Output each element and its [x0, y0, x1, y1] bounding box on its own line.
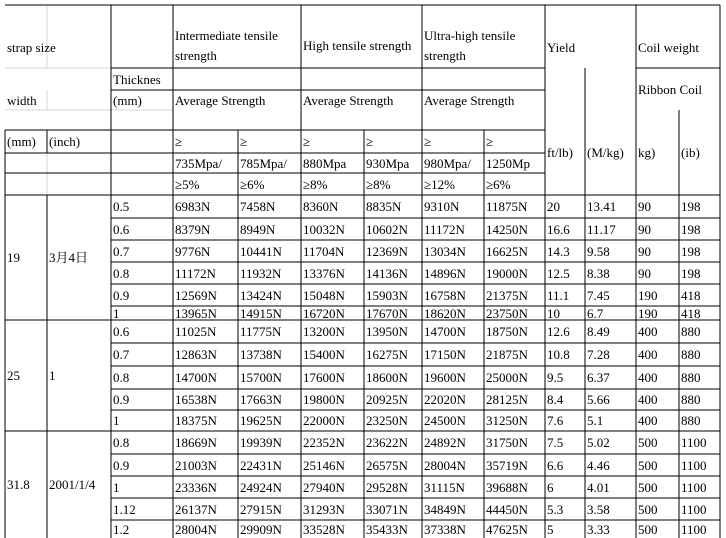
table-cell: 12863N	[175, 347, 217, 362]
coil-weight-header: Coil weight	[638, 39, 700, 55]
table-cell: 47625N	[486, 521, 528, 537]
table-cell: 0.5	[113, 199, 130, 214]
table-cell: 13200N	[303, 324, 345, 339]
table-cell: 22000N	[303, 413, 345, 428]
table-cell: 90	[638, 265, 651, 281]
table-cell: 16538N	[175, 392, 217, 407]
table-cell: 17670N	[366, 306, 408, 320]
table-cell: 35719N	[486, 457, 528, 473]
table-cell: 190	[638, 287, 658, 303]
table-cell: 26137N	[175, 501, 217, 517]
table-cell: 3.58	[587, 501, 610, 517]
table-cell: 13965N	[175, 306, 217, 320]
table-cell: 0.9	[113, 287, 130, 303]
table-cell: 4.46	[587, 457, 610, 473]
table-cell: 44450N	[486, 501, 528, 517]
table-cell: 500	[638, 479, 658, 495]
table-cell: 6	[547, 479, 554, 495]
table-cell: 12569N	[175, 287, 217, 303]
table-cell: 37338N	[424, 521, 466, 537]
table-cell: 1	[113, 413, 120, 428]
tensile-mpa-label: 980Mpa/	[424, 155, 471, 171]
elongation-label: ≥5%	[175, 176, 200, 192]
table-cell: 27915N	[240, 501, 282, 517]
table-cell: 22431N	[240, 457, 282, 473]
table-cell: 6.7	[587, 306, 604, 320]
table-cell: 26575N	[366, 457, 408, 473]
table-cell: 10	[547, 306, 560, 320]
table-cell: 13376N	[303, 265, 345, 281]
table-cell: 16275N	[366, 347, 408, 362]
table-cell: 9310N	[424, 199, 460, 214]
table-cell: 15400N	[303, 347, 345, 362]
width-mm-value: 25	[7, 368, 20, 383]
width-label: width	[7, 92, 37, 108]
width-inch-value: 2001/1/4	[49, 477, 96, 492]
table-cell: 0.6	[113, 324, 130, 339]
table-cell: 500	[638, 521, 658, 537]
table-cell: 14700N	[175, 370, 217, 385]
table-cell: 20	[547, 199, 560, 214]
table-cell: 8949N	[240, 221, 276, 237]
table-cell: 31293N	[303, 501, 345, 517]
table-cell: 22352N	[303, 435, 345, 450]
table-cell: 0.9	[113, 392, 130, 407]
table-cell: 28004N	[175, 521, 217, 537]
table-cell: 0.7	[113, 243, 130, 259]
ribbon-coil-header: Ribbon Coil	[638, 81, 702, 97]
table-cell: 1.12	[113, 501, 136, 517]
table-cell: 33071N	[366, 501, 408, 517]
table-cell: 21375N	[486, 287, 528, 303]
table-cell: 5.02	[587, 435, 610, 450]
table-cell: 10441N	[240, 243, 282, 259]
table-cell: 28125N	[486, 392, 528, 407]
table-cell: 23336N	[175, 479, 217, 495]
table-cell: 1100	[681, 501, 707, 517]
table-cell: 400	[638, 370, 658, 385]
table-cell: 20925N	[366, 392, 408, 407]
table-cell: 9.58	[587, 243, 610, 259]
table-cell: 1.2	[113, 521, 130, 537]
ge-symbol: ≥	[175, 134, 183, 149]
width-inch-label: (inch)	[49, 134, 81, 149]
table-cell: 31250N	[486, 413, 528, 428]
table-cell: 19625N	[240, 413, 282, 428]
table-cell: 880	[681, 347, 701, 362]
table-cell: 23750N	[486, 306, 528, 320]
table-cell: 500	[638, 501, 658, 517]
table-cell: 25146N	[303, 457, 345, 473]
thickness-label: Thicknes	[113, 71, 161, 87]
table-cell: 33528N	[303, 521, 345, 537]
elongation-label: ≥8%	[303, 176, 328, 192]
table-cell: 14250N	[486, 221, 528, 237]
table-cell: 11932N	[240, 265, 282, 281]
table-cell: 5.66	[587, 392, 610, 407]
table-cell: 19000N	[486, 265, 528, 281]
table-cell: 14.3	[547, 243, 570, 259]
table-cell: 29528N	[366, 479, 408, 495]
table-cell: 0.8	[113, 370, 130, 385]
table-cell: 5.1	[587, 413, 604, 428]
table-cell: 198	[681, 221, 701, 237]
table-cell: 198	[681, 243, 701, 259]
table-cell: 16758N	[424, 287, 466, 303]
table-cell: 22020N	[424, 392, 466, 407]
average-strength-label: Average Strength	[424, 92, 515, 108]
table-cell: 18600N	[366, 370, 408, 385]
table-cell: 8379N	[175, 221, 211, 237]
table-cell: 17600N	[303, 370, 345, 385]
ge-symbol: ≥	[424, 134, 432, 149]
table-cell: 9.5	[547, 370, 564, 385]
table-cell: 3.33	[587, 521, 610, 537]
elongation-label: ≥12%	[424, 176, 455, 192]
table-cell: 17663N	[240, 392, 282, 407]
intermediate-strength-header: Intermediate tensile strength	[175, 27, 278, 63]
table-cell: 11875N	[486, 199, 528, 214]
table-cell: 0.8	[113, 265, 130, 281]
table-cell: 1100	[681, 479, 707, 495]
table-cell: 400	[638, 392, 658, 407]
width-mm-label: (mm)	[7, 134, 36, 149]
elongation-label: ≥8%	[366, 176, 391, 192]
table-cell: 24924N	[240, 479, 282, 495]
table-cell: 14700N	[424, 324, 466, 339]
table-cell: 400	[638, 347, 658, 362]
table-cell: 23622N	[366, 435, 408, 450]
table-cell: 1	[113, 479, 120, 495]
elongation-label: ≥6%	[240, 176, 265, 192]
table-cell: 880	[681, 392, 701, 407]
table-cell: 17150N	[424, 347, 466, 362]
table-cell: 8.38	[587, 265, 610, 281]
weight-kg-label: kg)	[638, 145, 656, 160]
table-cell: 6.6	[547, 457, 564, 473]
width-inch-value: 3月4日	[49, 250, 89, 265]
table-cell: 880	[681, 413, 701, 428]
tensile-mpa-label: 880Mpa	[303, 155, 347, 171]
table-cell: 400	[638, 324, 658, 339]
table-cell: 6983N	[175, 199, 211, 214]
table-cell: 24892N	[424, 435, 466, 450]
table-cell: 0.9	[113, 457, 130, 473]
table-cell: 4.01	[587, 479, 610, 495]
elongation-label: ≥6%	[486, 176, 511, 192]
yield-ftlb-label: ft/lb)	[547, 145, 573, 160]
table-cell: 27940N	[303, 479, 345, 495]
table-cell: 1100	[681, 457, 707, 473]
table-cell: 400	[638, 413, 658, 428]
tensile-mpa-label: 1250Mp	[486, 155, 531, 171]
table-cell: 10.8	[547, 347, 570, 362]
weight-lb-label: (ib)	[681, 145, 700, 160]
table-cell: 7.6	[547, 413, 564, 428]
table-cell: 35433N	[366, 521, 408, 537]
yield-header: Yield	[547, 39, 576, 55]
tensile-mpa-label: 930Mpa	[366, 155, 410, 171]
table-cell: 14136N	[366, 265, 408, 281]
table-cell: 8.49	[587, 324, 610, 339]
table-cell: 500	[638, 435, 658, 450]
table-cell: 198	[681, 265, 701, 281]
table-cell: 880	[681, 370, 701, 385]
table-cell: 18669N	[175, 435, 217, 450]
table-cell: 0.6	[113, 221, 130, 237]
high-strength-header: High tensile strength	[303, 37, 412, 53]
width-mm-value: 19	[7, 250, 20, 265]
table-cell: 21003N	[175, 457, 217, 473]
table-cell: 500	[638, 457, 658, 473]
table-cell: 11704N	[303, 243, 345, 259]
width-inch-value: 1	[49, 368, 56, 383]
table-cell: 16720N	[303, 306, 345, 320]
table-cell: 12369N	[366, 243, 408, 259]
table-cell: 15700N	[240, 370, 282, 385]
ge-symbol: ≥	[240, 134, 248, 149]
table-cell: 880	[681, 324, 701, 339]
table-cell: 16.6	[547, 221, 570, 237]
table-cell: 19800N	[303, 392, 345, 407]
table-cell: 90	[638, 243, 651, 259]
width-mm-value: 31.8	[7, 477, 30, 492]
tensile-mpa-label: 735Mpa/	[175, 155, 222, 171]
table-cell: 24500N	[424, 413, 466, 428]
table-cell: 31750N	[486, 435, 528, 450]
tensile-mpa-label: 785Mpa/	[240, 155, 287, 171]
table-cell: 7.5	[547, 435, 564, 450]
ultra-high-strength-header: Ultra-high tensile strength	[424, 27, 516, 63]
table-cell: 19600N	[424, 370, 466, 385]
table-cell: 5	[547, 521, 554, 537]
table-cell: 39688N	[486, 479, 528, 495]
thickness-unit-label: (mm)	[113, 92, 142, 108]
ge-symbol: ≥	[486, 134, 494, 149]
table-cell: 14896N	[424, 265, 466, 281]
strap-size-label: strap size	[7, 39, 56, 55]
table-cell: 10032N	[303, 221, 345, 237]
table-cell: 1100	[681, 521, 707, 537]
table-cell: 14915N	[240, 306, 282, 320]
table-cell: 9776N	[175, 243, 211, 259]
table-cell: 90	[638, 221, 651, 237]
table-cell: 0.8	[113, 435, 130, 450]
table-cell: 11.17	[587, 221, 616, 237]
table-cell: 13.41	[587, 199, 617, 214]
table-cell: 16625N	[486, 243, 528, 259]
table-cell: 1	[113, 306, 120, 320]
table-cell: 18750N	[486, 324, 528, 339]
table-cell: 28004N	[424, 457, 466, 473]
table-cell: 11775N	[240, 324, 282, 339]
table-cell: 1100	[681, 435, 707, 450]
table-cell: 418	[681, 287, 701, 303]
yield-mkg-label: (M/kg)	[587, 145, 624, 160]
table-cell: 13034N	[424, 243, 466, 259]
table-cell: 13738N	[240, 347, 282, 362]
table-cell: 8835N	[366, 199, 402, 214]
average-strength-label: Average Strength	[303, 92, 394, 108]
table-cell: 190	[638, 306, 658, 320]
table-cell: 198	[681, 199, 701, 214]
table-cell: 25000N	[486, 370, 528, 385]
table-cell: 11172N	[175, 265, 216, 281]
table-cell: 34849N	[424, 501, 466, 517]
average-strength-label: Average Strength	[175, 92, 266, 108]
table-cell: 13424N	[240, 287, 282, 303]
table-cell: 23250N	[366, 413, 408, 428]
table-cell: 12.5	[547, 265, 570, 281]
table-cell: 8.4	[547, 392, 564, 407]
ge-symbol: ≥	[366, 134, 374, 149]
ge-symbol: ≥	[303, 134, 311, 149]
table-cell: 6.37	[587, 370, 610, 385]
table-cell: 11172N	[424, 221, 465, 237]
table-cell: 7.28	[587, 347, 610, 362]
table-cell: 10602N	[366, 221, 408, 237]
table-cell: 19939N	[240, 435, 282, 450]
table-cell: 15048N	[303, 287, 345, 303]
table-cell: 0.7	[113, 347, 130, 362]
table-cell: 418	[681, 306, 701, 320]
table-cell: 5.3	[547, 501, 564, 517]
table-cell: 7.45	[587, 287, 610, 303]
table-cell: 8360N	[303, 199, 339, 214]
table-cell: 7458N	[240, 199, 276, 214]
table-cell: 11025N	[175, 324, 217, 339]
table-cell: 18375N	[175, 413, 217, 428]
table-cell: 21875N	[486, 347, 528, 362]
table-cell: 18620N	[424, 306, 466, 320]
table-cell: 12.6	[547, 324, 570, 339]
table-cell: 15903N	[366, 287, 408, 303]
table-cell: 13950N	[366, 324, 408, 339]
table-cell: 31115N	[424, 479, 465, 495]
table-cell: 29909N	[240, 521, 282, 537]
table-cell: 90	[638, 199, 651, 214]
table-cell: 11.1	[547, 287, 570, 303]
